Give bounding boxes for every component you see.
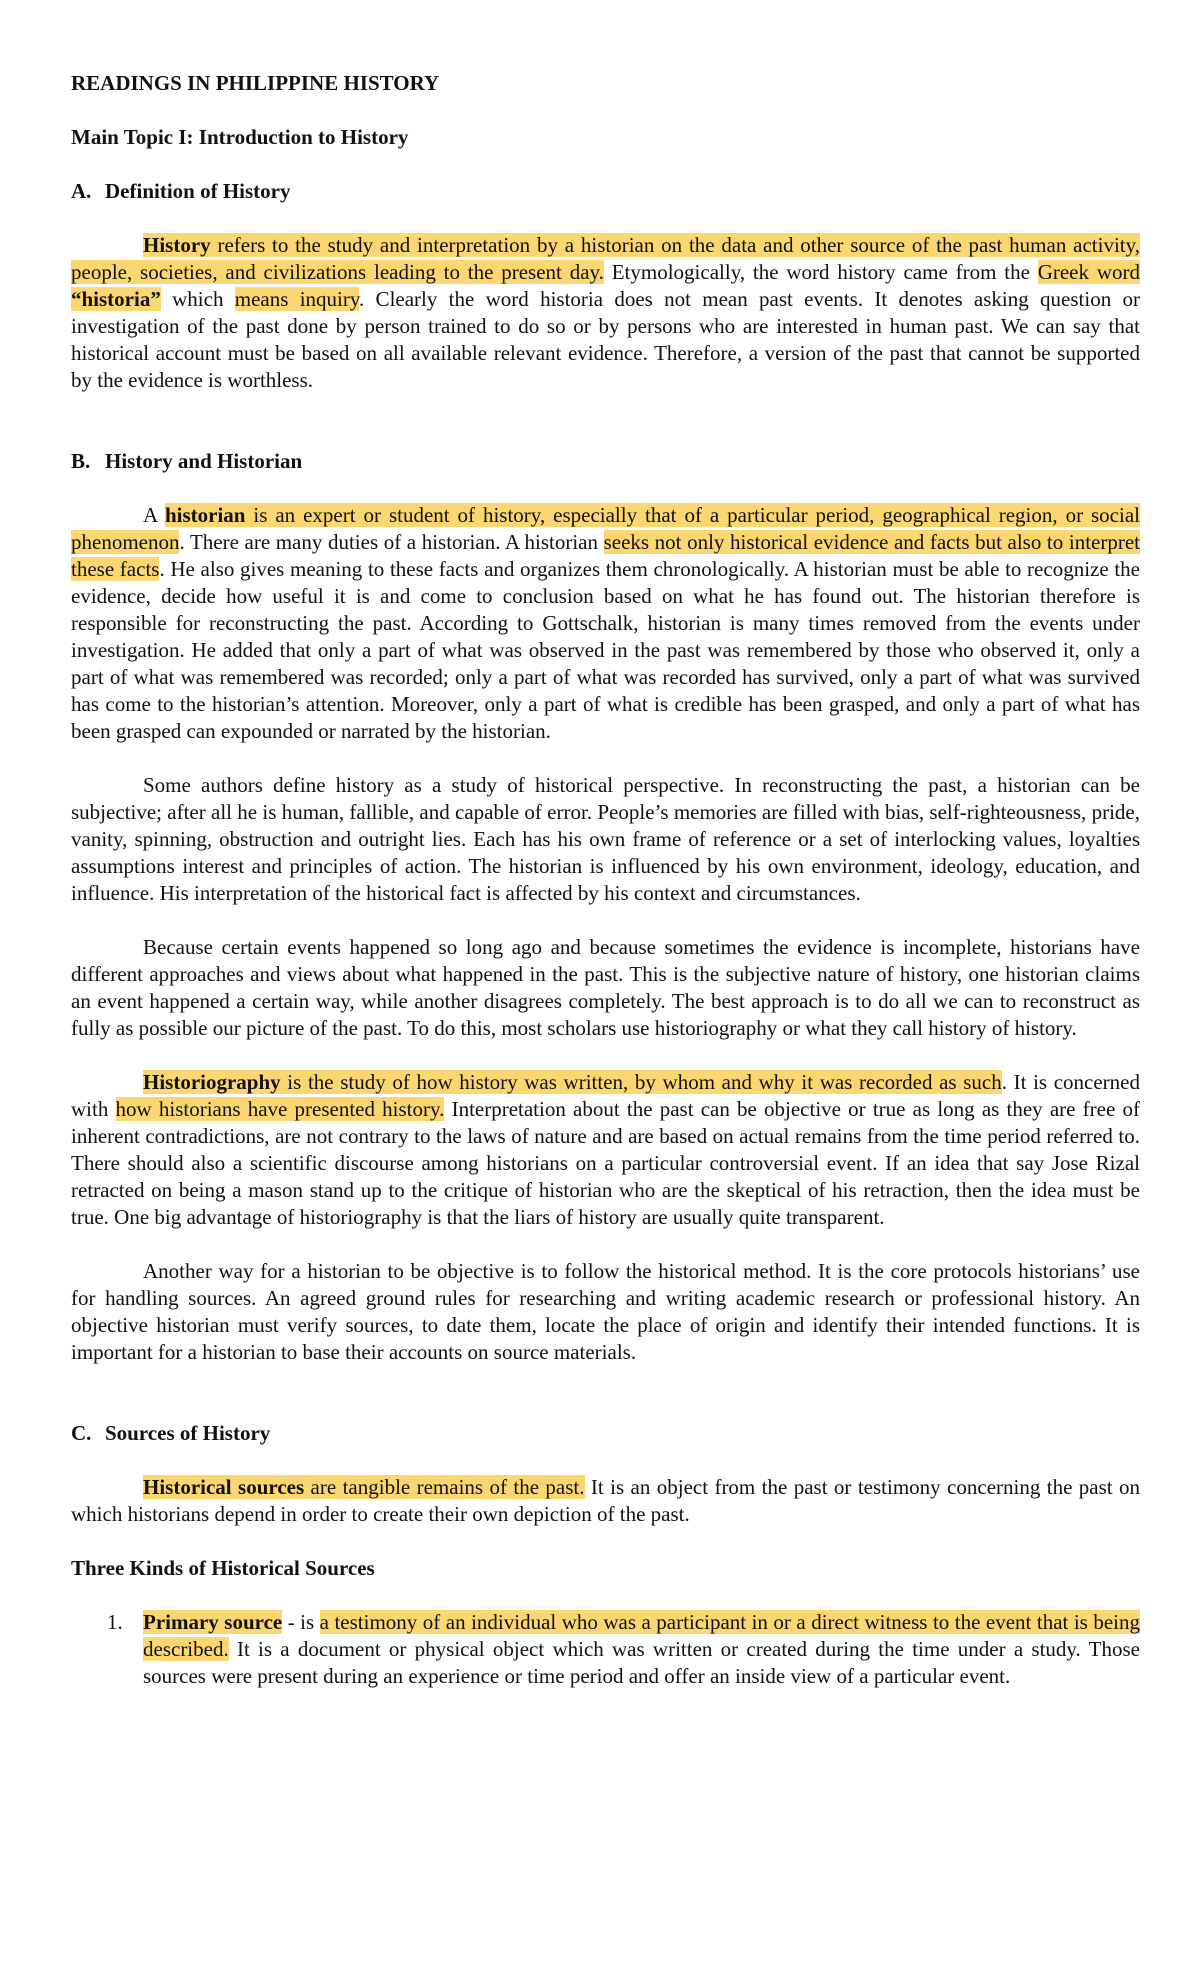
list-item-number: 1. [107, 1610, 123, 1634]
paragraph-text: which [160, 287, 235, 311]
paragraph-text: Interpretation about the past can be objective or true as long as they are free of inherent contradictions, are not contrary to the laws of nature and are based on actual remains from the time period referred to. There should also a scientific discourse among historians on a particular controversial event. If an idea that say Jose Rizal retracted on being a mason stand up to the critique of historian who are the skeptical of his retraction, then the idea must be true. One big advantage of historiography is that the liars of history are usually quite transparent. [71, 1097, 1140, 1229]
section-b-paragraph-5: Another way for a historian to be objective is to follow the historical method. It is the core protocols historians’ use for handling sources. An agreed ground rules for researching and writing academic research or professional history. An objective historian must verify sources, to date them, locate the place of origin and identify their intended functions. It is important for a historian to base their accounts on source materials. [71, 1259, 1140, 1364]
highlight-historical-sources-term: Historical sources [143, 1475, 305, 1499]
section-b-title: History and Historian [105, 449, 303, 473]
section-b-paragraph-3: Because certain events happened so long ago and because sometimes the evidence is incomplete, historians have different approaches and views about what happened in the past. This is the subjective nature of history, one historian claims an event happened a certain way, while another disagrees completely. The best approach is to do all we can to reconstruct as fully as possible our picture of the past. To do this, most scholars use historiography or what they call history of history. [71, 935, 1140, 1040]
highlight-primary-source-term: Primary source [143, 1610, 283, 1634]
paragraph-text: It is an object from the past or testimony concerning the past on which historians depend in order to create their own depiction of the past. [71, 1475, 1141, 1526]
section-b-letter: B. [71, 449, 91, 473]
highlight-historian-definition: is an expert or student of history, especially that of a particular period, geographical region, or social phenomenon [71, 503, 1140, 554]
highlight-presented-history: how historians have presented history. [115, 1097, 445, 1121]
section-a-paragraph [71, 232, 1140, 394]
section-b-paragraph-4 [71, 1069, 1140, 1231]
highlight-historian-duty: seeks not only historical evidence and facts but also to interpret these facts [71, 530, 1140, 581]
paragraph-text: - is [282, 1610, 320, 1634]
section-a-title: Definition of History [105, 179, 291, 203]
paragraph-text: Etymologically, the word history came from the [603, 260, 1038, 284]
paragraph-text: . He also gives meaning to these facts and organizes them chronologically. A historian must be able to recognize the evidence, decide how useful it is and come to conclusion based on what he has found out. The historian therefore is responsible for reconstructing the past. According to Gottschalk, historian is many times removed from the events under investigation. He added that only a part of what was observed in the past was remembered by those who observed it, only a part of what was remembered was recorded; only a part of what was recorded has survived, only a part of what was survived has come to the historian’s attention. Moreover, only a part of what is credible has been grasped, and only a part of what has been grasped can expounded or narrated by the historian. [71, 557, 1140, 743]
section-c-letter: C. [71, 1421, 92, 1445]
highlight-means-inquiry: means inquiry [234, 287, 360, 311]
sources-list [71, 1609, 1140, 1690]
highlight-historical-sources-definition: are tangible remains of the past. [304, 1475, 585, 1499]
section-c-title: Sources of History [105, 1421, 271, 1445]
sources-kinds-heading: Three Kinds of Historical Sources [71, 1556, 375, 1580]
highlight-historiography-term: Historiography [143, 1070, 281, 1094]
highlight-primary-source-definition: a testimony of an individual who was a participant in or a direct witness to the event that is being described. [143, 1610, 1140, 1661]
section-c-paragraph [71, 1474, 1140, 1528]
list-item [71, 1609, 1140, 1690]
highlight-greek-word: Greek word [1037, 260, 1140, 284]
highlight-historian-term: historian [164, 503, 246, 527]
section-b-heading [71, 448, 1140, 475]
paragraph-text: . It is concerned with [71, 1070, 1140, 1121]
document-title: READINGS IN PHILIPPINE HISTORY [71, 71, 440, 95]
main-topic-heading: Main Topic I: Introduction to History [71, 125, 409, 149]
highlight-historiography-definition: is the study of how history was written, by whom and why it was recorded as such [280, 1070, 1002, 1094]
paragraph-text: It is a document or physical object which was written or created during the time under a study. Those sources were present during an experience or time period and offer an inside view of a particular event. [143, 1637, 1140, 1688]
highlight-historia: “historia” [71, 287, 161, 311]
section-b-paragraph-1 [71, 502, 1140, 745]
highlight-history-term: History [143, 233, 211, 257]
section-b-paragraph-2: Some authors define history as a study of historical perspective. In reconstructing the past, a historian can be subjective; after all he is human, fallible, and capable of error. People’s memories are filled with bias, self-righteousness, pride, vanity, spinning, obstruction and outright lies. Each has his own frame of reference or a set of interlocking values, loyalties assumptions interest and principles of action. The historian is influenced by his own environment, ideology, education, and influence. His interpretation of the historical fact is affected by his context and circumstances. [71, 773, 1140, 905]
paragraph-text: . There are many duties of a historian. A historian [179, 530, 604, 554]
section-a-letter: A. [71, 179, 92, 203]
section-a-heading [71, 178, 1140, 205]
paragraph-text: . Clearly the word historia does not mean past events. It denotes asking question or investigation of the past done by person trained to do so or by persons who are interested in human past. We can say that historical account must be based on all available relevant evidence. Therefore, a version of the past that cannot be supported by the evidence is worthless. [71, 287, 1140, 392]
paragraph-text: A [143, 503, 165, 527]
section-c-heading [71, 1420, 1140, 1447]
highlight-history-definition: refers to the study and interpretation by a historian on the data and other source of the past human activity, people, societies, and civilizations leading to the present day. [71, 233, 1140, 284]
